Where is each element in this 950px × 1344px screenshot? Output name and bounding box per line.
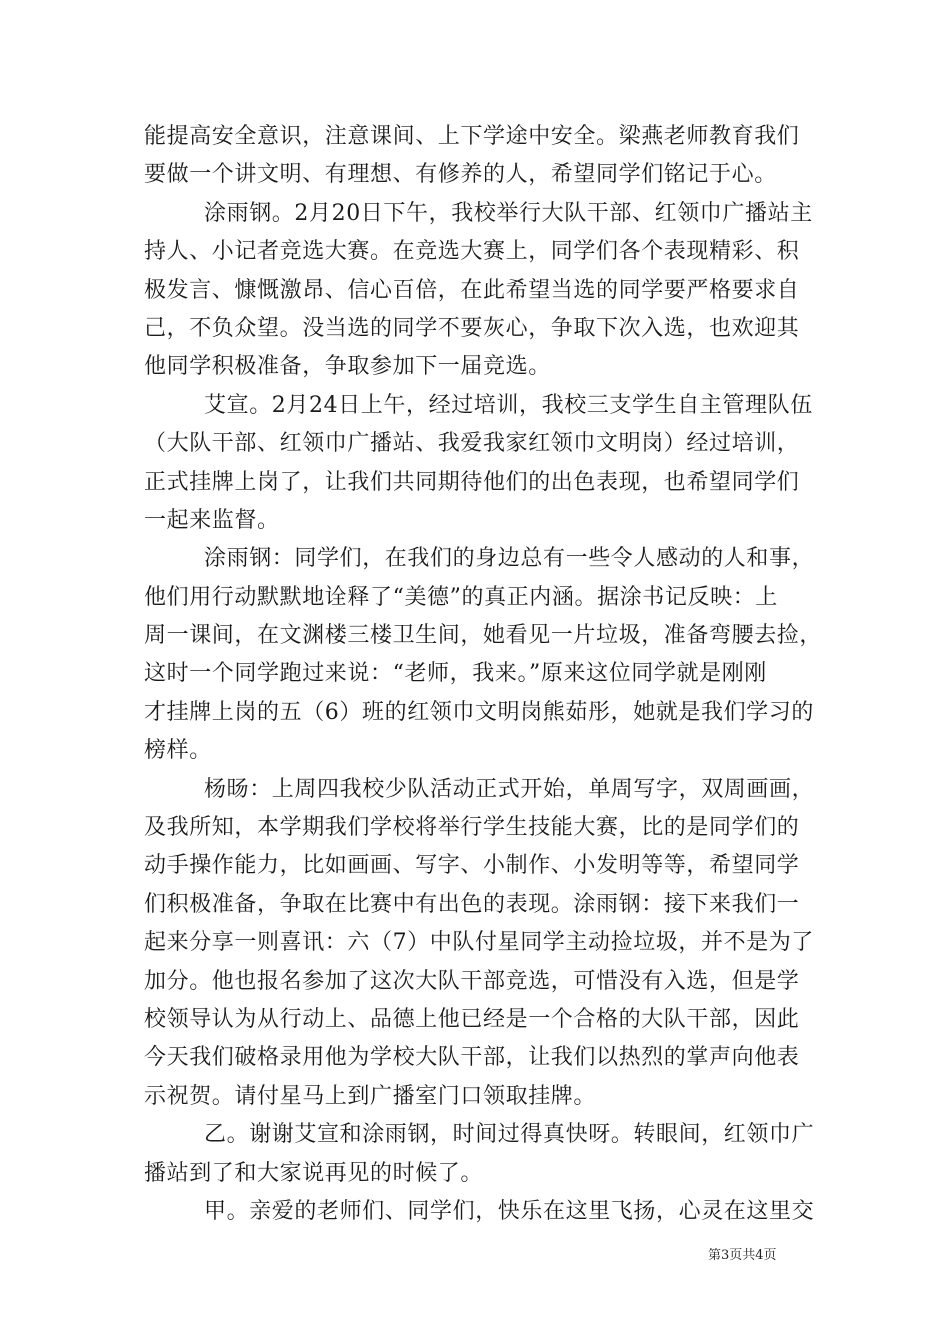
text-line: 及我所知，本学期我们学校将举行学生技能大赛，比的是同学们的 [144, 815, 800, 841]
page-number-footer [708, 1248, 777, 1264]
text-line: 加分。他也报名参加了这次大队干部竞选，可惜没有入选，但是学 [144, 968, 800, 994]
paragraph-start-line: 甲。亲爱的老师们、同学们，快乐在这里飞扬，心灵在这里交 [204, 1198, 815, 1224]
page-number-label: 第3页共4页 [708, 1248, 777, 1263]
text-line: 才挂牌上岗的五（6）班的红领巾文明岗熊茹彤，她就是我们学习的 [144, 699, 814, 725]
text-line: 周一课间，在文渊楼三楼卫生间，她看见一片垃圾，准备弯腰去捡， [144, 623, 823, 649]
text-line: 能提高安全意识，注意课间、上下学途中安全。梁燕老师教育我们 [144, 124, 800, 149]
text-line: 们积极准备，争取在比赛中有出色的表现。涂雨钢：接下来我们一 [144, 891, 800, 917]
text-line: 起来分享一则喜讯：六（7）中队付星同学主动捡垃圾，并不是为了 [144, 930, 814, 956]
document-body [144, 118, 822, 1231]
text-line: （大队干部、红领巾广播站、我爱我家红领巾文明岗）经过培训， [144, 431, 800, 457]
paragraph-start-line: 杨旸：上周四我校少队活动正式开始，单周写字，双周画画， [204, 776, 815, 802]
text-line: 己，不负众望。没当选的同学不要灰心，争取下次入选，也欢迎其 [144, 315, 800, 341]
paragraph-start-line: 涂雨钢。2月20日下午，我校举行大队干部、红领巾广播站主 [204, 200, 813, 226]
paragraph-start-line: 乙。谢谢艾宣和涂雨钢，时间过得真快呀。转眼间，红领巾广 [204, 1122, 815, 1148]
text-line: 示祝贺。请付星马上到广播室门口领取挂牌。 [144, 1083, 597, 1109]
text-line: 正式挂牌上岗了，让我们共同期待他们的出色表现，也希望同学们 [144, 469, 800, 495]
text-line: 校领导认为从行动上、品德上他已经是一个合格的大队干部，因此 [144, 1006, 800, 1032]
text-line: 他同学积极准备，争取参加下一届竞选。 [144, 354, 551, 380]
paragraph-start-line: 艾宣。2月24日上午，经过培训，我校三支学生自主管理队伍 [204, 392, 813, 418]
text-line: 极发言、慷慨激昂、信心百倍，在此希望当选的同学要严格要求自 [144, 277, 800, 303]
text-line: 榜样。 [144, 738, 212, 764]
text-line: 这时一个同学跑过来说：“老师，我来。”原来这位同学就是刚刚 [144, 661, 767, 687]
text-line: 播站到了和大家说再见的时候了。 [144, 1160, 484, 1186]
text-line: 他们用行动默默地诠释了“美德”的真正内涵。据涂书记反映：上 [144, 584, 778, 610]
text-line: 持人、小记者竞选大赛。在竞选大赛上，同学们各个表现精彩、积 [144, 239, 800, 265]
text-line: 要做一个讲文明、有理想、有修养的人，希望同学们铭记于心。 [144, 162, 777, 188]
paragraph-start-line: 涂雨钢：同学们，在我们的身边总有一些令人感动的人和事， [204, 546, 815, 572]
text-line: 一起来监督。 [144, 507, 280, 533]
text-line: 动手操作能力，比如画画、写字、小制作、小发明等等，希望同学 [144, 853, 800, 879]
text-line: 今天我们破格录用他为学校大队干部，让我们以热烈的掌声向他表 [144, 1045, 800, 1071]
